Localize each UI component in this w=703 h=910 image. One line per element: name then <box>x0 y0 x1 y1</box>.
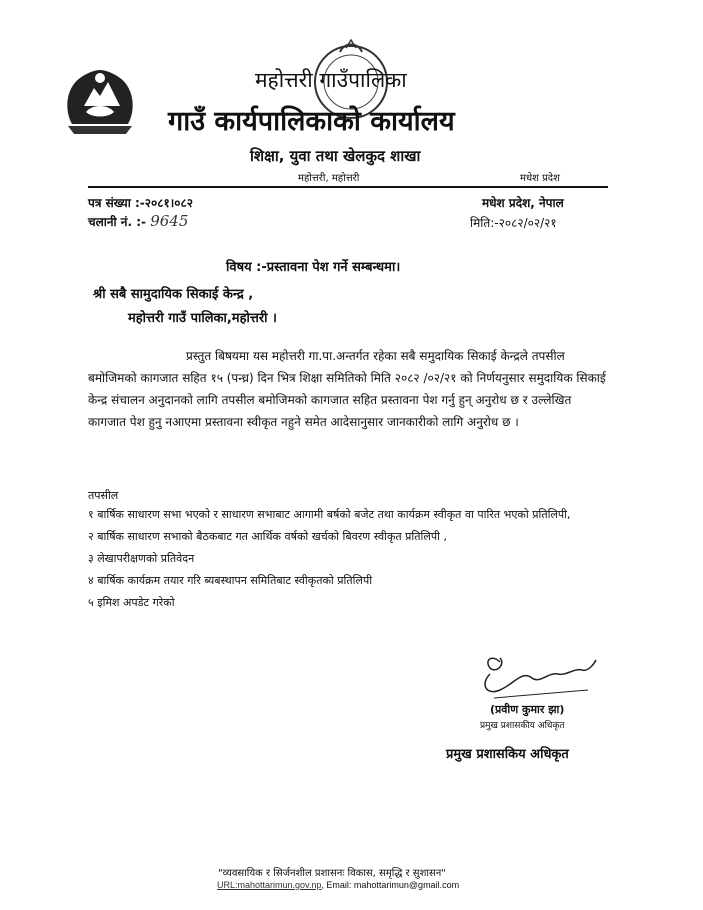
dispatch-value: 9645 <box>150 212 189 230</box>
office-address: महोत्तरी, महोत्तरी <box>298 173 360 184</box>
email-text: , Email: mahottarimun@gmail.com <box>321 880 460 890</box>
office-title: गाउँ कार्यपालिकाको कार्यालय <box>168 106 455 137</box>
letter-body <box>88 345 613 433</box>
reference-number <box>88 194 193 211</box>
letter-subject: विषय :-प्रस्तावना पेश गर्ने सम्बन्धमा। <box>226 260 401 275</box>
footer-contact <box>217 880 459 890</box>
signature-icon <box>470 650 600 710</box>
reference-label: पत्र संख्या :- <box>88 196 145 210</box>
footer-slogan: "व्यवसायिक र सिर्जनशील प्रशासनः विकास, समृद्धि र सुशासन" <box>218 868 446 879</box>
designation-stamp: प्रमुख प्रशासकिय अधिकृत <box>446 747 569 762</box>
dispatch-number <box>88 212 188 230</box>
attachments-title: तपसील <box>88 489 119 502</box>
letter-date <box>470 214 557 231</box>
reference-value: २०८१।०८२ <box>144 196 194 210</box>
header-divider <box>88 186 608 188</box>
date-label: मिति:- <box>470 216 499 230</box>
list-item: ४ बार्षिक कार्यक्रम तयार गरि ब्यबस्थापन समितिबाट स्वीकृतको प्रतिलिपी <box>88 574 373 587</box>
list-item: १ बार्षिक साधारण सभा भएको र साधारण सभाबाट आगामी बर्षको बजेट तथा कार्यक्रम स्वीकृत वा पारित भएको प्रतिलिपी, <box>88 508 571 521</box>
recipient-line-2: महोत्तरी गाउँ पालिका,महोत्तरी । <box>128 311 277 326</box>
emblem-icon <box>62 66 138 136</box>
list-item: ३ लेखापरीक्षणको प्रतिवेदन <box>88 552 195 565</box>
date-value: २०८२/०२/२१ <box>498 216 557 230</box>
signatory-name: (प्रवीण कुमार झा) <box>490 703 565 716</box>
recipient-line-1: श्री सबै सामुदायिक सिकाई केन्द्र , <box>93 287 254 302</box>
municipality-name: महोत्तरी गाउँपालिका <box>255 68 407 92</box>
website-link[interactable]: URL:mahottarimun.gov.np <box>217 880 322 890</box>
letter-body-text: प्रस्तुत बिषयमा यस महोत्तरी गा.पा.अन्तर्गत रहेका सबै समुदायिक सिकाई केन्द्रले तपसील बमोजिमको कागजात सहित १५ (पन्ध्र) दिन भित्र शिक्षा समितिको मिति २०८२ /०२/२१ को निर्णयनुसार समुदायिक सिकाई केन्द्र संचालन अनुदानको लागि तपसील बमोजिमको कागजात सहित प्रस्तावना पेश गर्नु हुन् अनुरोध छ र उल्लेखित कागजात पेश हुनु नआएमा प्रस्तावना स्वीकृत नहुने समेत आदेसानुसार जानकारीको लागि अनुरोध छ । <box>88 349 606 429</box>
list-item: ५ इमिश अपडेट गरेको <box>88 596 175 609</box>
attachments-list <box>88 506 613 616</box>
province-label: मधेश प्रदेश <box>520 173 560 184</box>
section-name: शिक्षा, युवा तथा खेलकुद शाखा <box>250 147 421 165</box>
dispatch-label: चलानी नं. :- <box>88 215 146 229</box>
signatory-title: प्रमुख प्रशासकीय अधिकृत <box>480 721 565 731</box>
province-country: मधेश प्रदेश, नेपाल <box>482 196 564 210</box>
list-item: २ बार्षिक साधारण सभाको बैठकबाट गत आर्थिक वर्षको खर्चको बिवरण स्वीकृत प्रतिलिपी , <box>88 530 447 543</box>
